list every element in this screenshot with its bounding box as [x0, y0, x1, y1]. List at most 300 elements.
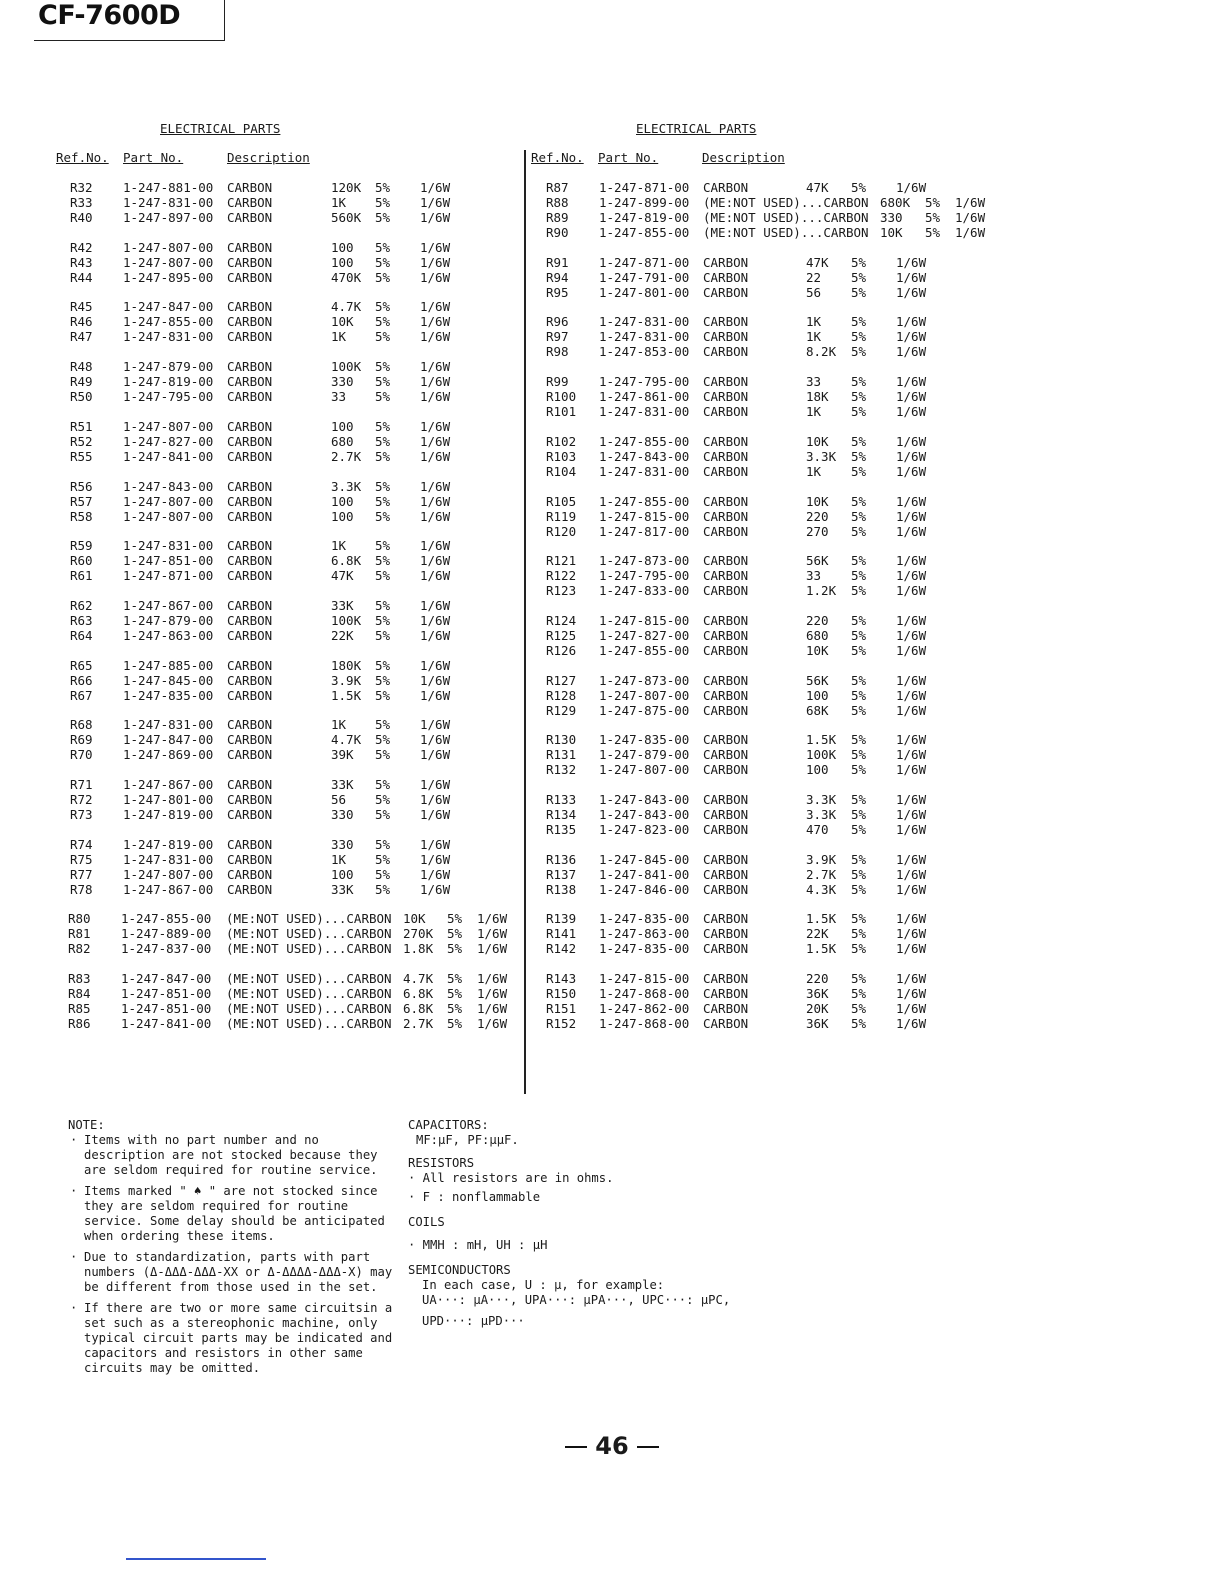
tolerance: 5%: [851, 642, 867, 658]
tolerance: 5%: [851, 389, 867, 405]
value: 1K: [806, 329, 822, 345]
part-no: 1-247-851-00: [121, 986, 212, 1002]
part-no: 1-247-871-00: [599, 254, 690, 270]
value: 6.8K: [403, 1001, 434, 1017]
tolerance: 5%: [375, 553, 391, 569]
part-no: 1-247-841-00: [599, 866, 690, 882]
ref-no: R99: [546, 374, 569, 390]
value: 68K: [806, 702, 829, 718]
ref-no: R68: [70, 717, 93, 733]
description: (ME:NOT USED)...CARBON: [226, 911, 392, 927]
capacitors-line: MF:μF, PF:μμF.: [416, 1133, 519, 1147]
tolerance: 5%: [851, 568, 867, 584]
ref-no: R133: [546, 792, 577, 807]
value: 47K: [331, 568, 354, 584]
tolerance: 5%: [851, 329, 867, 345]
ref-no: R33: [70, 195, 93, 210]
tolerance: 5%: [851, 433, 867, 449]
value: 33K: [331, 597, 354, 613]
part-no: 1-247-875-00: [599, 702, 690, 718]
rating: 1/6W: [420, 359, 451, 375]
description: CARBON: [227, 493, 273, 509]
description: CARBON: [703, 180, 749, 195]
value: 100: [331, 239, 354, 255]
value: 100: [331, 866, 354, 882]
part-no: 1-247-843-00: [123, 478, 214, 494]
value: 33K: [331, 881, 354, 897]
description: CARBON: [227, 777, 273, 792]
ref-no: R42: [70, 239, 93, 255]
ref-no: R119: [546, 508, 577, 524]
description: CARBON: [703, 493, 749, 509]
part-no: 1-247-867-00: [123, 597, 214, 613]
value: 1K: [331, 538, 347, 554]
description: CARBON: [703, 269, 749, 285]
tolerance: 5%: [851, 881, 867, 897]
right-header-ref: Ref.No.: [531, 150, 584, 165]
part-no: 1-247-819-00: [123, 807, 214, 822]
rating: 1/6W: [896, 732, 927, 748]
value: 36K: [806, 986, 829, 1002]
value: 2.7K: [806, 866, 837, 882]
value: 220: [806, 971, 829, 987]
tolerance: 5%: [851, 254, 867, 270]
description: CARBON: [227, 627, 273, 643]
description: (ME:NOT USED)...CARBON: [703, 195, 869, 210]
ref-no: R86: [68, 1016, 91, 1032]
value: 10K: [806, 433, 829, 449]
ref-no: R43: [70, 254, 93, 270]
value: 4.3K: [806, 881, 837, 897]
ref-no: R152: [546, 1016, 577, 1032]
tolerance: 5%: [447, 911, 463, 927]
tolerance: 5%: [851, 687, 867, 703]
ref-no: R122: [546, 568, 577, 584]
tolerance: 5%: [851, 374, 867, 390]
tolerance: 5%: [375, 195, 391, 210]
tolerance: 5%: [375, 836, 391, 852]
value: 220: [806, 612, 829, 628]
ref-no: R105: [546, 493, 577, 509]
value: 330: [331, 807, 354, 822]
ref-no: R89: [546, 210, 569, 225]
ref-no: R52: [70, 433, 93, 449]
ref-no: R90: [546, 225, 569, 240]
description: (ME:NOT USED)...CARBON: [226, 1016, 392, 1032]
part-no: 1-247-855-00: [599, 225, 690, 240]
rating: 1/6W: [420, 254, 451, 270]
ref-no: R75: [70, 851, 93, 867]
part-no: 1-247-862-00: [599, 1001, 690, 1017]
value: 1K: [331, 195, 347, 210]
ref-no: R91: [546, 254, 569, 270]
rating: 1/6W: [896, 986, 927, 1002]
ref-no: R62: [70, 597, 93, 613]
rating: 1/6W: [896, 254, 927, 270]
part-no: 1-247-831-00: [599, 404, 690, 420]
value: 1.5K: [806, 941, 837, 957]
tolerance: 5%: [851, 1016, 867, 1032]
part-no: 1-247-855-00: [121, 911, 212, 927]
part-no: 1-247-879-00: [123, 359, 214, 375]
rating: 1/6W: [420, 836, 451, 852]
rating: 1/6W: [420, 389, 451, 405]
rating: 1/6W: [896, 672, 927, 688]
description: CARBON: [227, 269, 273, 285]
value: 10K: [806, 493, 829, 509]
ref-no: R123: [546, 583, 577, 599]
part-no: 1-247-831-00: [123, 329, 214, 345]
rating: 1/6W: [896, 702, 927, 718]
ref-no: R101: [546, 404, 577, 420]
description: CARBON: [703, 822, 749, 837]
rating: 1/6W: [896, 822, 927, 837]
ref-no: R59: [70, 538, 93, 554]
ref-no: R78: [70, 881, 93, 897]
rating: 1/6W: [477, 986, 508, 1002]
tolerance: 5%: [375, 210, 391, 225]
value: 33: [331, 389, 347, 405]
tolerance: 5%: [375, 747, 391, 763]
part-no: 1-247-867-00: [123, 777, 214, 792]
ref-no: R151: [546, 1001, 577, 1017]
part-no: 1-247-807-00: [123, 866, 214, 882]
value: 56: [806, 284, 822, 300]
ref-no: R129: [546, 702, 577, 718]
note-item-text: Items with no part number and no description are not stocked because they are seldom required for routine service.: [84, 1133, 378, 1177]
description: CARBON: [703, 463, 749, 479]
tolerance: 5%: [851, 508, 867, 524]
value: 10K: [806, 642, 829, 658]
value: 33K: [331, 777, 354, 792]
value: 270K: [403, 926, 434, 942]
tolerance: 5%: [375, 732, 391, 748]
rating: 1/6W: [955, 225, 986, 240]
ref-no: R50: [70, 389, 93, 405]
tolerance: 5%: [851, 612, 867, 628]
note-item: · Due to standardization, parts with part numbers (Δ-ΔΔΔ-ΔΔΔ-XX or Δ-ΔΔΔΔ-ΔΔΔ-X) may be different from those used in the set.: [70, 1250, 393, 1294]
tolerance: 5%: [375, 374, 391, 390]
description: (ME:NOT USED)...CARBON: [226, 926, 392, 942]
description: CARBON: [227, 881, 273, 897]
semiconductors-line-2: UA···: μA···, UPA···: μPA···, UPC···: μPC,: [422, 1293, 731, 1307]
rating: 1/6W: [896, 329, 927, 345]
value: 10K: [880, 225, 903, 240]
description: CARBON: [703, 687, 749, 703]
value: 10K: [403, 911, 426, 927]
rating: 1/6W: [896, 941, 927, 957]
coils-line: · MMH : mH, UH : μH: [408, 1238, 548, 1252]
value: 22K: [331, 627, 354, 643]
part-no: 1-247-873-00: [599, 672, 690, 688]
value: 680: [331, 433, 354, 449]
tolerance: 5%: [851, 269, 867, 285]
ref-no: R102: [546, 433, 577, 449]
description: CARBON: [227, 866, 273, 882]
resistors-line-2: · F : nonflammable: [408, 1190, 541, 1204]
tolerance: 5%: [375, 881, 391, 897]
value: 680K: [880, 195, 911, 210]
part-no: 1-247-855-00: [123, 314, 214, 330]
ref-no: R56: [70, 478, 93, 494]
rating: 1/6W: [896, 911, 927, 927]
semiconductors-line-3: UPD···: μPD···: [422, 1314, 525, 1328]
part-no: 1-247-807-00: [123, 508, 214, 524]
description: CARBON: [703, 627, 749, 643]
description: CARBON: [703, 747, 749, 763]
ref-no: R70: [70, 747, 93, 763]
tolerance: 5%: [851, 732, 867, 748]
part-no: 1-247-807-00: [599, 687, 690, 703]
rating: 1/6W: [896, 583, 927, 599]
part-no: 1-247-843-00: [599, 807, 690, 822]
description: CARBON: [703, 702, 749, 718]
ref-no: R40: [70, 210, 93, 225]
ref-no: R98: [546, 344, 569, 360]
value: 680: [806, 627, 829, 643]
value: 10K: [331, 314, 354, 330]
part-no: 1-247-895-00: [123, 269, 214, 285]
rating: 1/6W: [477, 926, 508, 942]
resistors-title: RESISTORS: [408, 1156, 475, 1170]
part-no: 1-247-817-00: [599, 523, 690, 539]
part-no: 1-247-899-00: [599, 195, 690, 210]
part-no: 1-247-831-00: [123, 851, 214, 867]
ref-no: R139: [546, 911, 577, 927]
rating: 1/6W: [896, 747, 927, 763]
note-block: [68, 1118, 398, 1382]
description: CARBON: [703, 329, 749, 345]
rating: 1/6W: [896, 344, 927, 360]
rating: 1/6W: [896, 508, 927, 524]
rating: 1/6W: [420, 418, 451, 434]
ref-no: R124: [546, 612, 577, 628]
description: CARBON: [227, 359, 273, 375]
part-no: 1-247-831-00: [123, 538, 214, 554]
part-no: 1-247-795-00: [123, 389, 214, 405]
ref-no: R58: [70, 508, 93, 524]
tolerance: 5%: [375, 299, 391, 315]
value: 56K: [806, 672, 829, 688]
value: 2.7K: [331, 448, 362, 464]
part-no: 1-247-867-00: [123, 881, 214, 897]
part-no: 1-247-855-00: [599, 493, 690, 509]
tolerance: 5%: [375, 777, 391, 792]
description: CARBON: [227, 747, 273, 763]
value: 3.9K: [806, 851, 837, 867]
part-no: 1-247-831-00: [123, 195, 214, 210]
ref-no: R47: [70, 329, 93, 345]
tolerance: 5%: [851, 807, 867, 822]
description: CARBON: [703, 732, 749, 748]
coils-title: COILS: [408, 1215, 445, 1229]
rating: 1/6W: [896, 269, 927, 285]
model-title: CF-7600D: [38, 0, 181, 31]
value: 100K: [806, 747, 837, 763]
part-no: 1-247-873-00: [599, 553, 690, 569]
value: 8.2K: [806, 344, 837, 360]
rating: 1/6W: [420, 269, 451, 285]
tolerance: 5%: [375, 792, 391, 807]
description: CARBON: [703, 792, 749, 807]
value: 3.3K: [806, 792, 837, 807]
part-no: 1-247-831-00: [123, 717, 214, 733]
value: 36K: [806, 1016, 829, 1032]
description: CARBON: [227, 299, 273, 315]
part-no: 1-247-831-00: [599, 463, 690, 479]
semiconductors-line-1: In each case, U : μ, for example:: [422, 1278, 665, 1292]
ref-no: R65: [70, 657, 93, 673]
value: 22K: [806, 926, 829, 942]
rating: 1/6W: [896, 1001, 927, 1017]
tolerance: 5%: [851, 866, 867, 882]
value: 6.8K: [403, 986, 434, 1002]
description: CARBON: [227, 657, 273, 673]
tolerance: 5%: [447, 926, 463, 942]
description: CARBON: [227, 717, 273, 733]
part-no: 1-247-807-00: [123, 239, 214, 255]
rating: 1/6W: [420, 299, 451, 315]
description: CARBON: [227, 538, 273, 554]
description: (ME:NOT USED)...CARBON: [226, 941, 392, 957]
value: 100K: [331, 359, 362, 375]
ref-no: R131: [546, 747, 577, 763]
tolerance: 5%: [447, 1001, 463, 1017]
left-header-part: Part No.: [123, 150, 184, 165]
ref-no: R82: [68, 941, 91, 957]
semiconductors-title: SEMICONDUCTORS: [408, 1263, 511, 1277]
part-no: 1-247-791-00: [599, 269, 690, 285]
rating: 1/6W: [896, 627, 927, 643]
description: (ME:NOT USED)...CARBON: [703, 225, 869, 240]
footer-rule: [126, 1558, 266, 1560]
part-no: 1-247-889-00: [121, 926, 212, 942]
value: 20K: [806, 1001, 829, 1017]
description: CARBON: [227, 433, 273, 449]
ref-no: R85: [68, 1001, 91, 1017]
resistors-line-1: · All resistors are in ohms.: [408, 1171, 614, 1185]
part-no: 1-247-815-00: [599, 612, 690, 628]
rating: 1/6W: [420, 433, 451, 449]
part-no: 1-247-847-00: [123, 299, 214, 315]
ref-no: R125: [546, 627, 577, 643]
part-no: 1-247-843-00: [599, 448, 690, 464]
description: (ME:NOT USED)...CARBON: [226, 1001, 392, 1017]
tolerance: 5%: [375, 180, 391, 195]
description: CARBON: [227, 508, 273, 524]
rating: 1/6W: [420, 807, 451, 822]
tolerance: 5%: [447, 941, 463, 957]
rating: 1/6W: [896, 762, 927, 778]
ref-no: R138: [546, 881, 577, 897]
description: CARBON: [227, 448, 273, 464]
description: CARBON: [703, 926, 749, 942]
rating: 1/6W: [896, 374, 927, 390]
description: CARBON: [227, 389, 273, 405]
tolerance: 5%: [851, 463, 867, 479]
left-header-ref: Ref.No.: [56, 150, 109, 165]
value: 56K: [806, 553, 829, 569]
description: CARBON: [703, 374, 749, 390]
part-no: 1-247-819-00: [123, 836, 214, 852]
ref-no: R69: [70, 732, 93, 748]
rating: 1/6W: [896, 851, 927, 867]
part-no: 1-247-851-00: [121, 1001, 212, 1017]
rating: 1/6W: [420, 329, 451, 345]
description: CARBON: [227, 374, 273, 390]
tolerance: 5%: [375, 687, 391, 703]
ref-no: R49: [70, 374, 93, 390]
part-no: 1-247-843-00: [599, 792, 690, 807]
part-no: 1-247-815-00: [599, 508, 690, 524]
description: CARBON: [703, 448, 749, 464]
tolerance: 5%: [851, 747, 867, 763]
part-no: 1-247-845-00: [599, 851, 690, 867]
ref-no: R121: [546, 553, 577, 569]
description: CARBON: [703, 971, 749, 987]
ref-no: R96: [546, 314, 569, 330]
description: CARBON: [227, 732, 273, 748]
tolerance: 5%: [375, 239, 391, 255]
part-no: 1-247-807-00: [123, 418, 214, 434]
tolerance: 5%: [851, 702, 867, 718]
description: CARBON: [227, 254, 273, 270]
tolerance: 5%: [375, 508, 391, 524]
value: 100: [331, 508, 354, 524]
part-no: 1-247-879-00: [599, 747, 690, 763]
ref-no: R71: [70, 777, 93, 792]
rating: 1/6W: [420, 538, 451, 554]
tolerance: 5%: [447, 971, 463, 987]
part-no: 1-247-835-00: [599, 911, 690, 927]
description: CARBON: [227, 329, 273, 345]
tolerance: 5%: [851, 986, 867, 1002]
ref-no: R55: [70, 448, 93, 464]
ref-no: R104: [546, 463, 577, 479]
value: 18K: [806, 389, 829, 405]
description: CARBON: [227, 597, 273, 613]
note-item: · Items marked " ♠ " are not stocked since they are seldom required for routine service. Some delay should be anticipated when ordering these items.: [70, 1184, 385, 1243]
rating: 1/6W: [420, 717, 451, 733]
value: 330: [331, 836, 354, 852]
value: 1.5K: [806, 732, 837, 748]
part-no: 1-247-835-00: [599, 941, 690, 957]
ref-no: R77: [70, 866, 93, 882]
value: 100K: [331, 612, 362, 628]
ref-no: R67: [70, 687, 93, 703]
note-item-text: If there are two or more same circuitsin a set such as a stereophonic machine, only typical circuit parts may be indicated and capacitors and resistors in other same circuits may be omitted.: [84, 1301, 393, 1375]
tolerance: 5%: [925, 210, 941, 225]
tolerance: 5%: [925, 225, 941, 240]
value: 22: [806, 269, 822, 285]
rating: 1/6W: [420, 180, 451, 195]
value: 100: [806, 687, 829, 703]
tolerance: 5%: [851, 493, 867, 509]
part-no: 1-247-815-00: [599, 971, 690, 987]
description: CARBON: [227, 210, 273, 225]
tolerance: 5%: [851, 448, 867, 464]
tolerance: 5%: [375, 568, 391, 584]
rating: 1/6W: [896, 553, 927, 569]
capacitors-title: CAPACITORS:: [408, 1118, 489, 1132]
part-no: 1-247-863-00: [123, 627, 214, 643]
ref-no: R134: [546, 807, 577, 822]
description: CARBON: [227, 672, 273, 688]
part-no: 1-247-855-00: [599, 642, 690, 658]
value: 180K: [331, 657, 362, 673]
ref-no: R103: [546, 448, 577, 464]
rating: 1/6W: [477, 971, 508, 987]
